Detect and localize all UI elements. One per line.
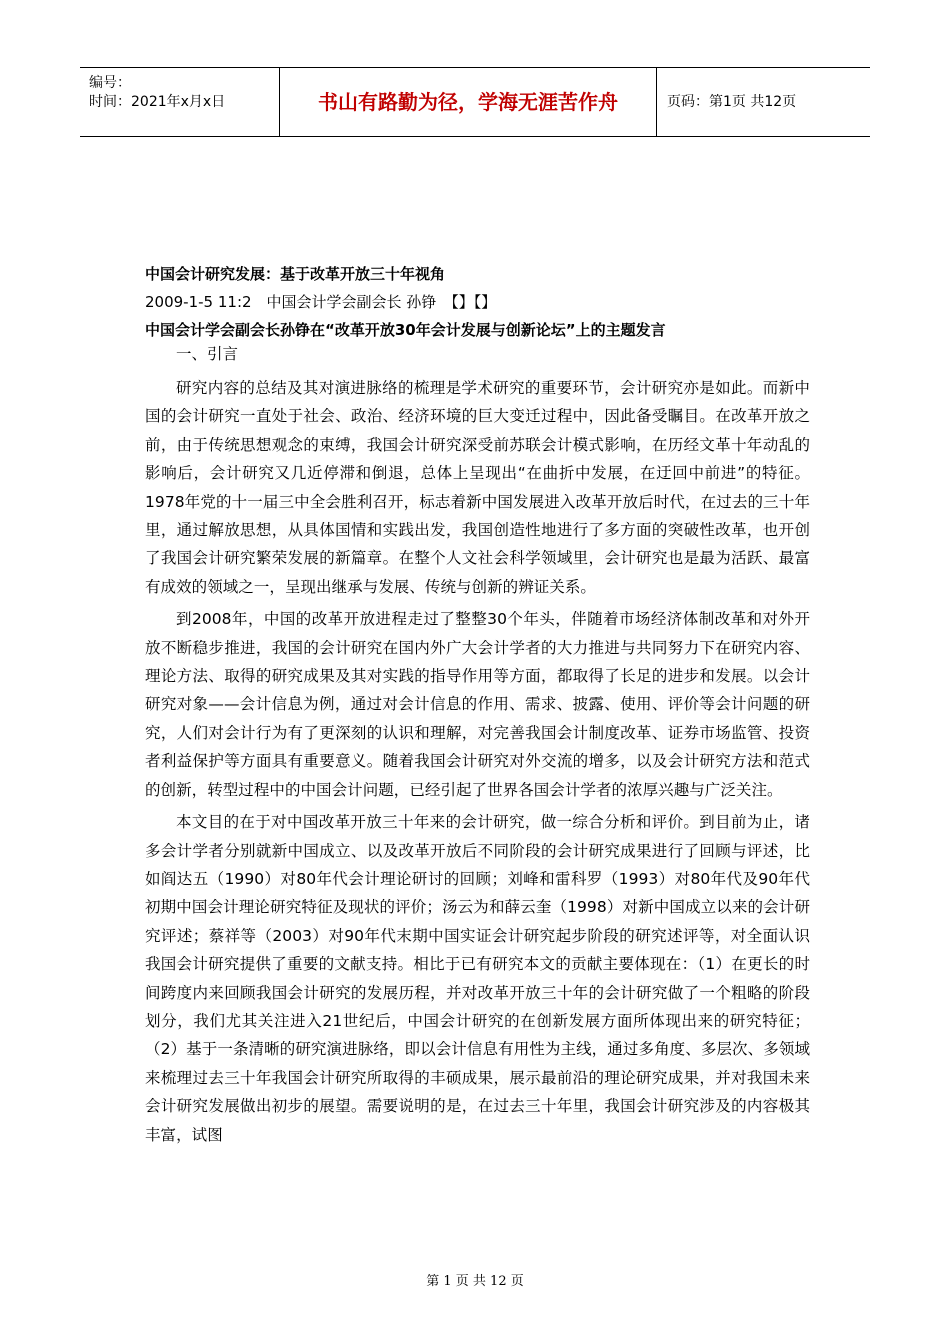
document-header (80, 67, 870, 137)
page-footer: 第 1 页 共 12 页 (426, 1274, 524, 1289)
article-title: 中国会计研究发展：基于改革开放三十年视角 (145, 265, 446, 283)
article-subtitle: 中国会计学会副会长孙铮在“改革开放30年会计发展与创新论坛”上的主题发言 (145, 321, 666, 339)
paragraph: 到2008年，中国的改革开放进程走过了整整30个年头，伴随着市场经济体制改革和对外开放不断稳步推进，我国的会计研究在国内外广大会计学者的大力推进与共同努力下在研究内容、理论方法、取得的研究成果及其对实践的指导作用等方面，都取得了长足的进步和发展。以会计研究对象——会计信息为例，通过对会计信息的作用、需求、披露、使用、评价等会计问题的研究，人们对会计行为有了更深刻的认识和理解，对完善我国会计制度改革、证券市场监管、投资者利益保护等方面具有重要意义。随着我国会计研究对外交流的增多，以及会计研究方法和范式的创新，转型过程中的中国会计问题，已经引起了世界各国会计学者的浓厚兴趣与广泛关注。 (145, 610, 810, 799)
section-heading: 一、引言 (176, 345, 239, 363)
article-body (145, 264, 810, 1149)
article-meta: 2009-1-5 11:2 中国会计学会副会长 孙铮 【】【】 (145, 293, 497, 311)
number-label: 编号： (89, 75, 131, 91)
date-line: 时间：2021年x月x日 (89, 94, 226, 110)
paragraph: 研究内容的总结及其对演进脉络的梳理是学术研究的重要环节，会计研究亦是如此。而新中国的会计研究一直处于社会、政治、经济环境的巨大变迁过程中，因此备受瞩目。在改革开放之前，由于传统思想观念的束缚，我国会计研究深受前苏联会计模式影响，在历经文革十年动乱的影响后，会计研究又几近停滞和倒退，总体上呈现出“在曲折中发展，在迂回中前进”的特征。1978年党的十一届三中全会胜利召开，标志着新中国发展进入改革开放后时代，在过去的三十年里，通过解放思想，从具体国情和实践出发，我国创造性地进行了多方面的突破性改革，也开创了我国会计研究繁荣发展的新篇章。在整个人文社会科学领域里，会计研究也是最为活跃、最富有成效的领域之一，呈现出继承与发展、传统与创新的辨证关系。 (145, 379, 810, 596)
header-divider-right (656, 68, 657, 136)
paragraph: 本文目的在于对中国改革开放三十年来的会计研究，做一综合分析和评价。到目前为止，诸多会计学者分别就新中国成立、以及改革开放后不同阶段的会计研究成果进行了回顾与评述，比如阎达五（1990）对80年代会计理论研讨的回顾；刘峰和雷科罗（1993）对80年代及90年代初期中国会计理论研究特征及现状的评价；汤云为和薛云奎（1998）对新中国成立以来的会计研究评述；蔡祥等（2003）对90年代末期中国实证会计研究起步阶段的研究述评等，对全面认识我国会计研究提供了重要的文献支持。相比于已有研究本文的贡献主要体现在：（1）在更长的时间跨度内来回顾我国会计研究的发展历程，并对改革开放三十年的会计研究做了一个粗略的阶段划分，我们尤其关注进入21世纪后，中国会计研究的在创新发展方面所体现出来的研究特征；（2）基于一条清晰的研究演进脉络，即以会计信息有用性为主线，通过多角度、多层次、多领域来梳理过去三十年我国会计研究所取得的丰硕成果，展示最前沿的理论研究成果，并对我国未来会计研究发展做出初步的展望。需要说明的是，在过去三十年里，我国会计研究涉及的内容极其丰富，试图 (145, 813, 810, 1144)
header-motto: 书山有路勤为径，学海无涯苦作舟 (318, 90, 618, 114)
header-meta (89, 74, 225, 112)
header-page-info: 页码：第1页 共12页 (667, 94, 797, 110)
